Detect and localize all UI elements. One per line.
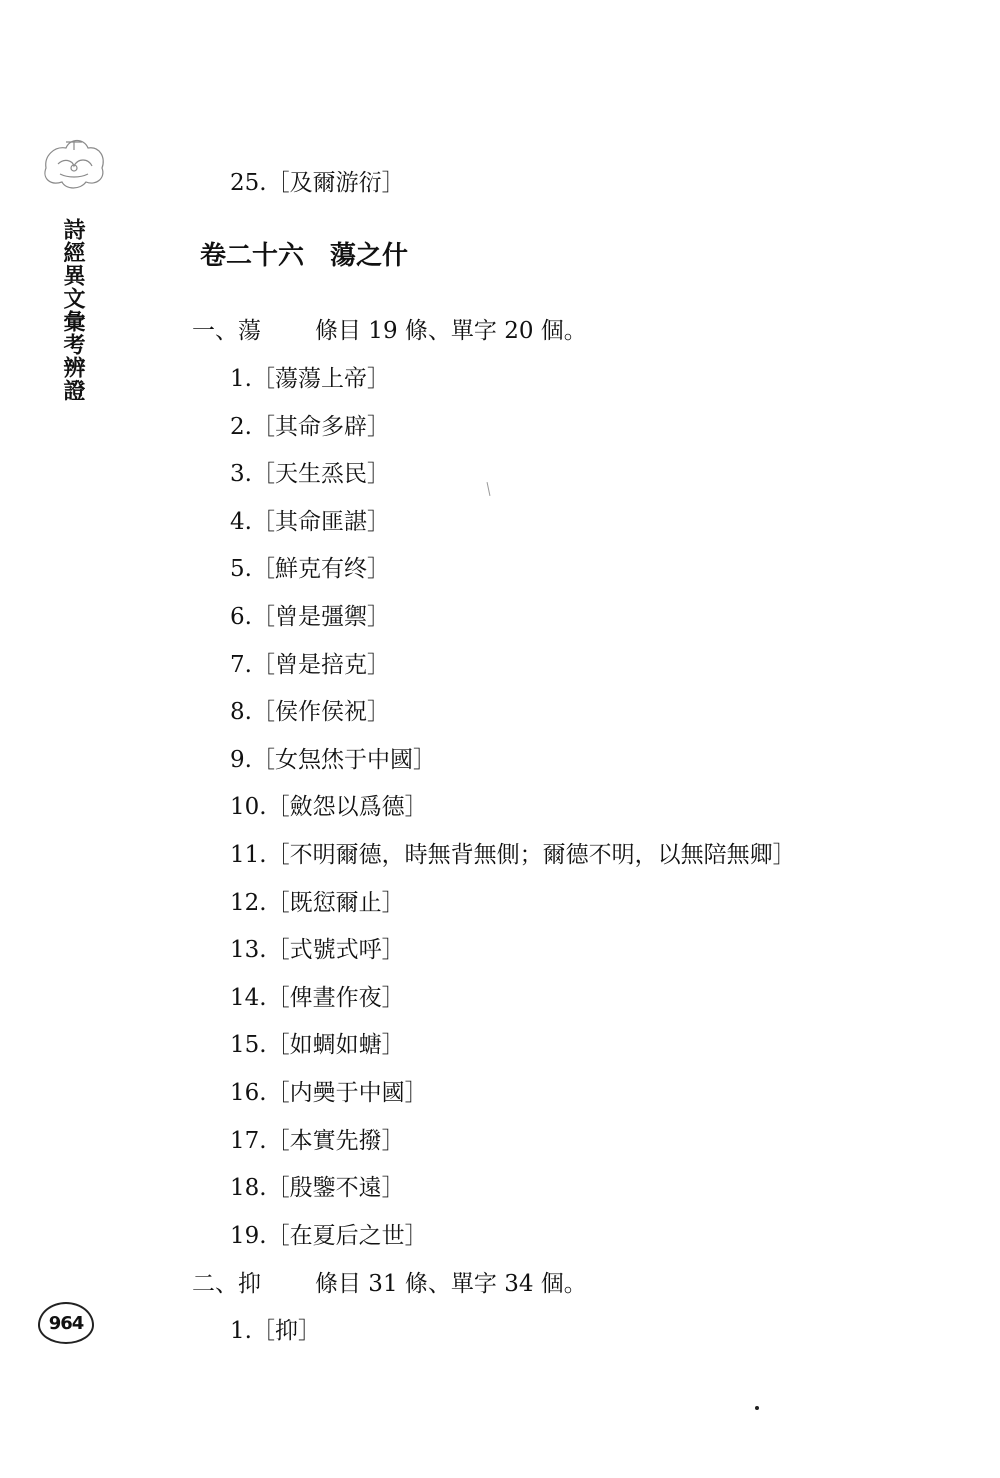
- entry-text: ［俾晝作夜］: [266, 984, 405, 1011]
- entry-text: ［及爾游衍］: [266, 170, 405, 196]
- list-item: [230, 1126, 405, 1156]
- list-item: [230, 459, 390, 489]
- entry-number: 9.: [230, 746, 252, 773]
- entry-number: 1.: [230, 366, 252, 392]
- entry-text: ［曾是彊禦］: [251, 604, 390, 630]
- entry-text: ［其命匪諶］: [251, 508, 390, 535]
- section-label: 二、抑: [192, 1271, 261, 1297]
- entry-number: 11.: [230, 842, 267, 868]
- entry-text: ［曾是掊克］: [251, 651, 390, 678]
- entry-text: ［侯作侯祝］: [251, 699, 390, 726]
- list-item: [230, 1078, 428, 1108]
- entry-number: 14.: [230, 984, 267, 1011]
- entry-text: ［不明爾德，時無背無側；爾德不明，以無陪無卿］: [266, 842, 796, 868]
- entry-number: 6.: [230, 604, 252, 630]
- paper-fleck: [487, 482, 491, 496]
- page-number: 964: [38, 1302, 94, 1344]
- list-item: [230, 888, 405, 918]
- section-label: 一、蕩: [192, 318, 261, 344]
- list-item: [230, 840, 796, 870]
- entry-text: ［式號式呼］: [266, 937, 405, 964]
- list-item: [230, 602, 390, 632]
- entry-number: 1.: [230, 1318, 252, 1344]
- entry-text: ［斂怨以爲德］: [266, 794, 428, 821]
- entry-number: 5.: [230, 556, 252, 583]
- entry-number: 8.: [230, 699, 252, 726]
- ornament-seal-icon: [36, 128, 112, 192]
- list-item: [230, 697, 390, 727]
- entry-number: 18.: [230, 1175, 267, 1202]
- list-item: [230, 507, 390, 537]
- entry-number: 4.: [230, 508, 252, 535]
- list-item: [230, 364, 390, 394]
- entry-number: 16.: [230, 1080, 267, 1106]
- book-title-vertical: 詩經異文彙考辨證: [60, 218, 85, 402]
- entry-number: 17.: [230, 1127, 267, 1154]
- list-item: [230, 935, 405, 965]
- list-item: [230, 168, 405, 198]
- entry-text: ［殷鑒不遠］: [266, 1175, 405, 1202]
- list-item: [230, 983, 405, 1013]
- entry-number: 13.: [230, 937, 267, 964]
- list-item: [230, 1316, 321, 1346]
- ink-dot: [755, 1406, 759, 1410]
- entry-text: ［女炰烋于中國］: [251, 746, 436, 773]
- entry-number: 19.: [230, 1222, 267, 1249]
- list-item: [230, 1173, 405, 1203]
- entry-number: 10.: [230, 794, 267, 821]
- entry-number: 12.: [230, 889, 267, 916]
- chapter-heading: 卷二十六 蕩之什: [200, 241, 409, 271]
- entry-text: ［抑］: [251, 1318, 321, 1344]
- list-item: [230, 792, 428, 822]
- entry-text: ［如蜩如螗］: [266, 1032, 405, 1059]
- entry-text: ［内奰于中國］: [266, 1080, 428, 1106]
- list-item: [230, 554, 390, 584]
- list-item: [230, 1030, 405, 1060]
- entry-number: 3.: [230, 461, 252, 488]
- entry-text: ［在夏后之世］: [266, 1222, 428, 1249]
- list-item: [230, 412, 390, 442]
- entry-number: 15.: [230, 1032, 267, 1059]
- list-item: [230, 1221, 428, 1251]
- list-item: [230, 650, 390, 680]
- entry-text: ［本實先撥］: [266, 1127, 405, 1154]
- section-heading: [192, 1269, 587, 1299]
- entry-text: ［天生烝民］: [251, 461, 390, 488]
- entry-number: 25.: [230, 170, 267, 196]
- entry-number: 7.: [230, 651, 252, 678]
- list-item: [230, 745, 436, 775]
- entry-text: ［鮮克有终］: [251, 556, 390, 583]
- entry-text: ［其命多辟］: [251, 413, 390, 440]
- entry-number: 2.: [230, 413, 252, 440]
- section-stats: 條目 31 條、單字 34 個。: [315, 1271, 587, 1297]
- section-heading: [192, 316, 587, 346]
- entry-text: ［既愆爾止］: [266, 889, 405, 916]
- section-stats: 條目 19 條、單字 20 個。: [315, 318, 587, 344]
- entry-text: ［蕩蕩上帝］: [251, 366, 390, 392]
